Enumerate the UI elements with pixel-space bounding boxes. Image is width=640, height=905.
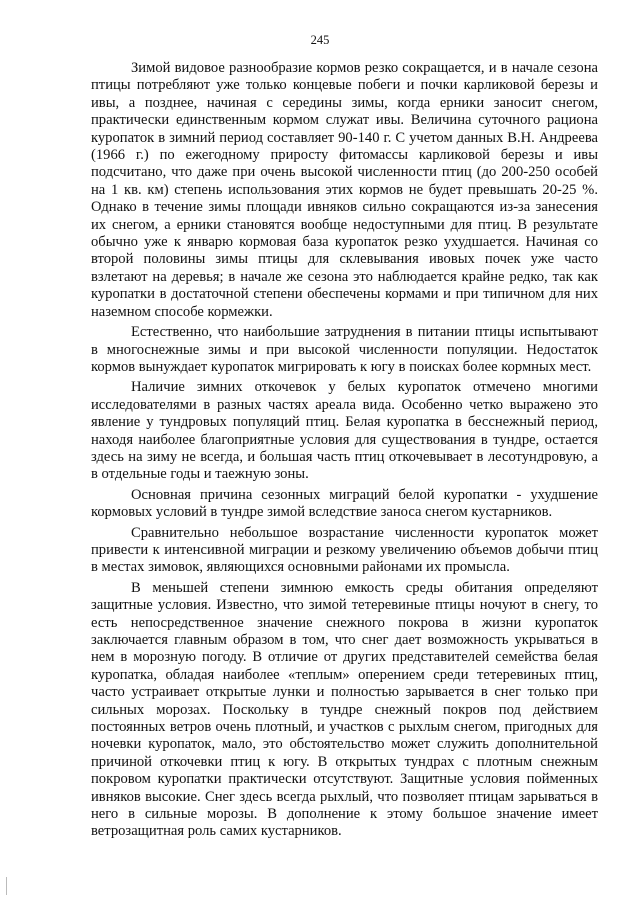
paragraph: Сравнительно небольшое возрастание численности куропаток может привести к интенсивной миграции и резкому увеличению объемов добычи птиц в местах зимовок, являющихся основными районами их промысла.: [91, 524, 598, 576]
paragraph: В меньшей степени зимнюю емкость среды обитания определяют защитные условия. Известно, что зимой тетеревиные птицы ночуют в снегу, то есть непосредственное значение снежного покрова в жизни куропаток заключается главным образом в том, что снег дает возможность укрываться в нем в морозную погоду. В отличие от других представителей семейства белая куропатка, обладая наиболее «теплым» оперением среди тетеревиных птиц, часто устраивает открытые лунки и полностью зарывается в снег только при сильных морозах. Поскольку в тундре снежный покров под действием постоянных ветров очень плотный, и участков с рыхлым снегом, пригодных для ночевки куропаток, мало, это обстоятельство может служить дополнительной причиной откочевки птиц к югу. В открытых тундрах с плотным снежным покровом куропатки практически отсутствуют. Защитные условия пойменных ивняков высокие. Снег здесь всегда рыхлый, что позволяет птицам зарываться в него в сильные морозы. В дополнение к этому большое значение имеет ветрозащитная роль самих кустарников.: [91, 579, 598, 840]
paragraph: Наличие зимних откочевок у белых куропаток отмечено многими исследователями в разных частях ареала вида. Особенно четко выражено это явление у тундровых популяций птиц. Белая куропатка в бесснежный период, находя наиболее благоприятные условия для существования в тундре, остается здесь на зиму не всегда, и большая часть птиц откочевывает в лесотундровую, а в отдельные годы и таежную зоны.: [91, 379, 598, 483]
page-body: [91, 60, 598, 844]
paragraph: Основная причина сезонных миграций белой куропатки - ухудшение кормовых условий в тундре зимой вследствие заноса снегом кустарников.: [91, 486, 598, 521]
paragraph: Естественно, что наибольшие затруднения в питании птицы испытывают в многоснежные зимы и при высокой численности популяции. Недостаток кормов вынуждает куропаток мигрировать к югу в поисках более кормных мест.: [91, 324, 598, 375]
scan-edge-mark: [6, 877, 10, 895]
page-number: 245: [310, 33, 330, 47]
paragraph: Зимой видовое разнообразие кормов резко сокращается, и в начале сезона птицы потребляют уже только концевые побеги и почки карликовой березы и ивы, а позднее, начиная с середины зимы, когда ерники заносит снегом, практически единственным кормом служат ивы. Величина суточного рациона куропаток в зимний период составляет 90-140 г. С учетом данных В.Н. Андреева (1966 г.) по ежегодному приросту фитомассы карликовой березы и ивы подсчитано, что даже при очень высокой численности птиц (до 200-250 особей на 1 кв. км) степень использования этих кормов не будет превышать 20-25 %. Однако в течение зимы площади ивняков сильно сокращаются из-за занесения их снегом, а ерники становятся вообще недоступными для птиц. В результате обычно уже к январю кормовая база куропаток резко ухудшается. Начиная со второй половины зимы птицы для склевывания ивовых почек уже часто взлетают на деревья; в начале же сезона это наблюдается крайне редко, так как куропатки в достаточной степени обеспечены кормами и при типичном для них наземном способе кормежки.: [91, 60, 598, 320]
